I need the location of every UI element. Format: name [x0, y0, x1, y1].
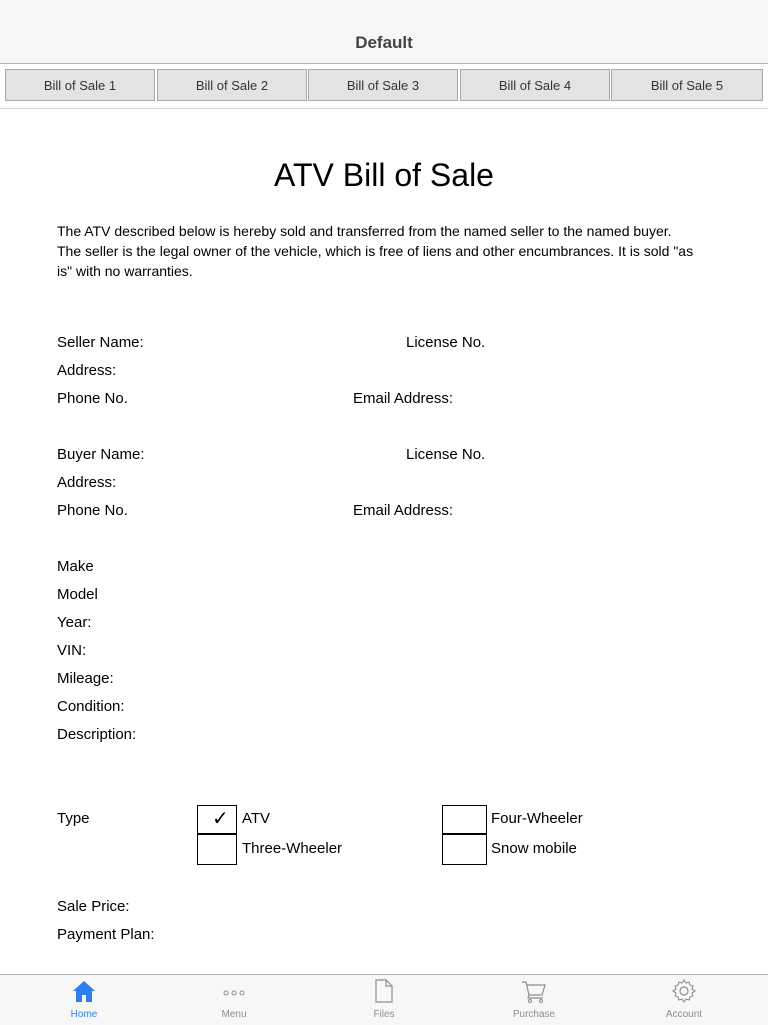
home-icon [72, 979, 96, 1003]
tabbar-home-label: Home [70, 1009, 98, 1020]
buyer-license-label: License No. [406, 446, 486, 463]
buyer-address-label: Address: [57, 474, 117, 491]
snow-mobile-checkbox[interactable] [442, 834, 487, 865]
atv-checkbox[interactable] [197, 805, 237, 834]
tabbar-account-label: Account [665, 1009, 703, 1020]
tab-bill-of-sale-3[interactable]: Bill of Sale 3 [308, 69, 458, 101]
seller-address-label: Address: [57, 362, 117, 379]
seller-name-label: Seller Name: [57, 334, 144, 351]
buyer-name-label: Buyer Name: [57, 446, 145, 463]
four-wheeler-option-label: Four-Wheeler [491, 810, 583, 827]
file-icon [372, 979, 396, 1003]
seller-email-label: Email Address: [353, 390, 454, 407]
navigation-bar [0, 0, 768, 64]
tabbar-purchase[interactable] [484, 975, 584, 1025]
tabbar-purchase-label: Purchase [512, 1009, 556, 1020]
intro-paragraph: The ATV described below is hereby sold and transferred from the named seller to the named buyer. The seller is the legal owner of the vehicle, which is free of liens and other encumbrances. It is sold "as is" with no warranties. [57, 223, 694, 279]
tabbar-account[interactable] [634, 975, 734, 1025]
tab-bill-of-sale-1[interactable]: Bill of Sale 1 [5, 69, 155, 101]
atv-option-label: ATV [242, 810, 271, 827]
buyer-phone-label: Phone No. [57, 502, 128, 519]
three-wheeler-option-label: Three-Wheeler [242, 840, 343, 857]
snow-mobile-option-label: Snow mobile [491, 840, 577, 857]
seller-license-label: License No. [406, 334, 486, 351]
tab-bill-of-sale-2[interactable]: Bill of Sale 2 [157, 69, 307, 101]
more-icon [222, 979, 246, 1003]
document-tabs [0, 64, 768, 109]
nav-title: Default [355, 33, 413, 52]
make-label: Make [57, 558, 94, 575]
tab-bill-of-sale-4[interactable]: Bill of Sale 4 [460, 69, 610, 101]
payment-plan-label: Payment Plan: [57, 926, 155, 943]
vin-label: VIN: [57, 642, 87, 659]
seller-phone-label: Phone No. [57, 390, 128, 407]
gear-icon [672, 979, 696, 1003]
description-label: Description: [57, 726, 137, 743]
tabbar-menu-label: Menu [221, 1009, 247, 1020]
cart-icon [522, 979, 546, 1003]
year-label: Year: [57, 614, 92, 631]
sale-price-label: Sale Price: [57, 898, 130, 915]
tabbar-menu[interactable] [184, 975, 284, 1025]
tab-bill-of-sale-5[interactable]: Bill of Sale 5 [611, 69, 763, 101]
checkmark-icon: ✓ [212, 808, 229, 830]
condition-label: Condition: [57, 698, 125, 715]
four-wheeler-checkbox[interactable] [442, 805, 487, 834]
tabbar-home[interactable] [34, 975, 134, 1025]
three-wheeler-checkbox[interactable] [197, 834, 237, 865]
tabbar-files-label: Files [373, 1009, 395, 1020]
bottom-tab-bar [0, 974, 768, 1025]
tabbar-files[interactable] [334, 975, 434, 1025]
buyer-email-label: Email Address: [353, 502, 454, 519]
document-view[interactable] [0, 108, 768, 974]
mileage-label: Mileage: [57, 670, 114, 687]
document-title: ATV Bill of Sale [274, 157, 494, 193]
model-label: Model [57, 586, 98, 603]
type-label: Type [57, 810, 90, 827]
